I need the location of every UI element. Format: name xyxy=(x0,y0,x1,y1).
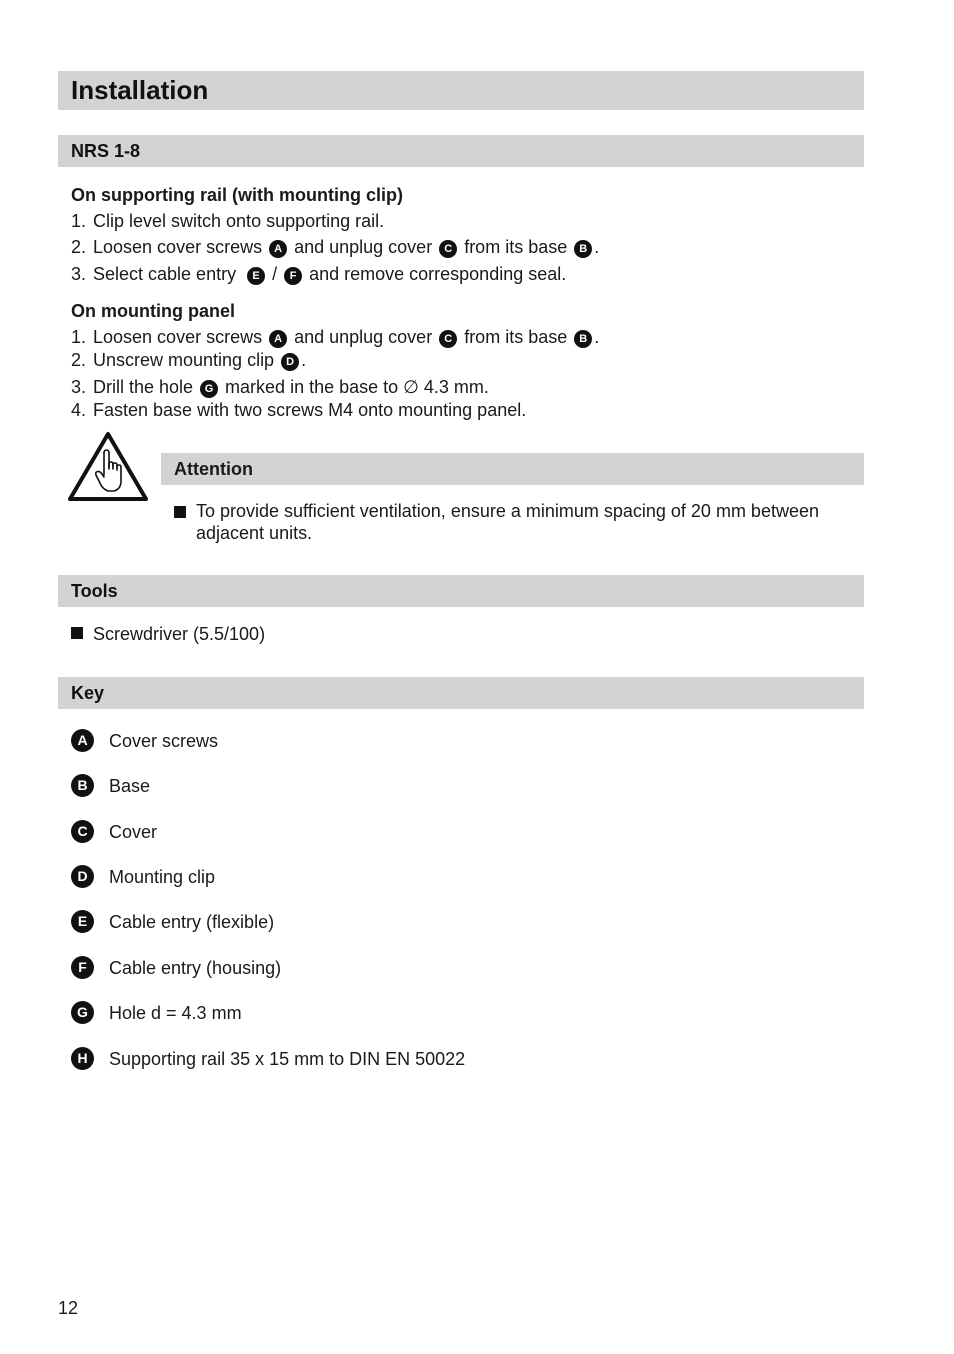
attention-note xyxy=(174,500,854,544)
step-text: and unplug cover xyxy=(289,237,438,257)
step-number: 2. xyxy=(71,350,87,370)
step-number: 1. xyxy=(71,211,87,231)
tools-item-text: Screwdriver (5.5/100) xyxy=(93,624,266,644)
attention-header: Attention xyxy=(161,453,864,485)
marker-e-icon: E xyxy=(247,267,265,285)
square-bullet-icon xyxy=(71,627,83,639)
key-item-text: Base xyxy=(109,776,151,796)
rail-step-2 xyxy=(71,237,599,258)
attention-text: To provide sufficient ventilation, ensure a minimum spacing of 20 mm between adjacent units. xyxy=(196,501,819,543)
step-text: . xyxy=(594,327,600,347)
key-item-text: Cable entry (flexible) xyxy=(109,912,275,932)
step-number: 2. xyxy=(71,237,87,257)
step-text: / xyxy=(267,264,283,284)
step-text: Unscrew mounting clip xyxy=(93,350,280,370)
key-item-text: Cable entry (housing) xyxy=(109,958,282,978)
step-text: and remove corresponding seal. xyxy=(304,264,567,284)
key-item-text: Mounting clip xyxy=(109,867,216,887)
marker-a-icon: A xyxy=(269,240,287,258)
step-text: Fasten base with two screws M4 onto mounting panel. xyxy=(93,400,527,420)
step-number: 1. xyxy=(71,327,87,347)
rail-step-3 xyxy=(71,264,566,285)
section-nrs-header: NRS 1-8 xyxy=(58,135,864,167)
key-header: Key xyxy=(58,677,864,709)
step-text: Loosen cover screws xyxy=(93,237,268,257)
step-text: marked in the base to ∅ 4.3 mm. xyxy=(220,377,489,397)
step-text: from its base xyxy=(459,237,573,257)
tools-header: Tools xyxy=(58,575,864,607)
marker-f-icon: F xyxy=(71,956,94,979)
marker-a-icon: A xyxy=(269,330,287,348)
page-number: 12 xyxy=(58,1298,79,1318)
key-item-text: Hole d = 4.3 mm xyxy=(109,1003,242,1023)
step-text: and unplug cover xyxy=(289,327,438,347)
marker-e-icon: E xyxy=(71,910,94,933)
marker-g-icon: G xyxy=(200,380,218,398)
tools-item xyxy=(71,624,265,645)
marker-c-icon: C xyxy=(439,330,457,348)
step-text: Drill the hole xyxy=(93,377,199,397)
warning-hand-icon xyxy=(67,431,149,503)
panel-step-3 xyxy=(71,377,489,398)
panel-step-2 xyxy=(71,350,306,371)
marker-c-icon: C xyxy=(439,240,457,258)
key-item-text: Cover xyxy=(109,822,158,842)
rail-heading: On supporting rail (with mounting clip) xyxy=(71,185,403,205)
page-title: Installation xyxy=(58,71,864,110)
step-text: Select cable entry xyxy=(93,264,242,284)
key-item-text: Supporting rail 35 x 15 mm to DIN EN 50022 xyxy=(109,1049,466,1069)
marker-d-icon: D xyxy=(281,353,299,371)
panel-heading: On mounting panel xyxy=(71,301,235,321)
panel-step-4 xyxy=(71,400,526,421)
step-number: 3. xyxy=(71,264,87,284)
marker-b-icon: B xyxy=(574,330,592,348)
panel-step-1 xyxy=(71,327,599,348)
key-item-text: Cover screws xyxy=(109,731,219,751)
marker-f-icon: F xyxy=(284,267,302,285)
marker-c-icon: C xyxy=(71,820,94,843)
step-text: Clip level switch onto supporting rail. xyxy=(93,211,385,231)
step-text: . xyxy=(594,237,600,257)
square-bullet-icon xyxy=(174,506,186,518)
step-number: 3. xyxy=(71,377,87,397)
step-number: 4. xyxy=(71,400,87,420)
marker-h-icon: H xyxy=(71,1047,94,1070)
marker-d-icon: D xyxy=(71,865,94,888)
step-text: Loosen cover screws xyxy=(93,327,268,347)
rail-step-1 xyxy=(71,211,384,232)
step-text: . xyxy=(301,350,307,370)
marker-g-icon: G xyxy=(71,1001,94,1024)
marker-b-icon: B xyxy=(71,774,94,797)
marker-a-icon: A xyxy=(71,729,94,752)
step-text: from its base xyxy=(459,327,573,347)
marker-b-icon: B xyxy=(574,240,592,258)
